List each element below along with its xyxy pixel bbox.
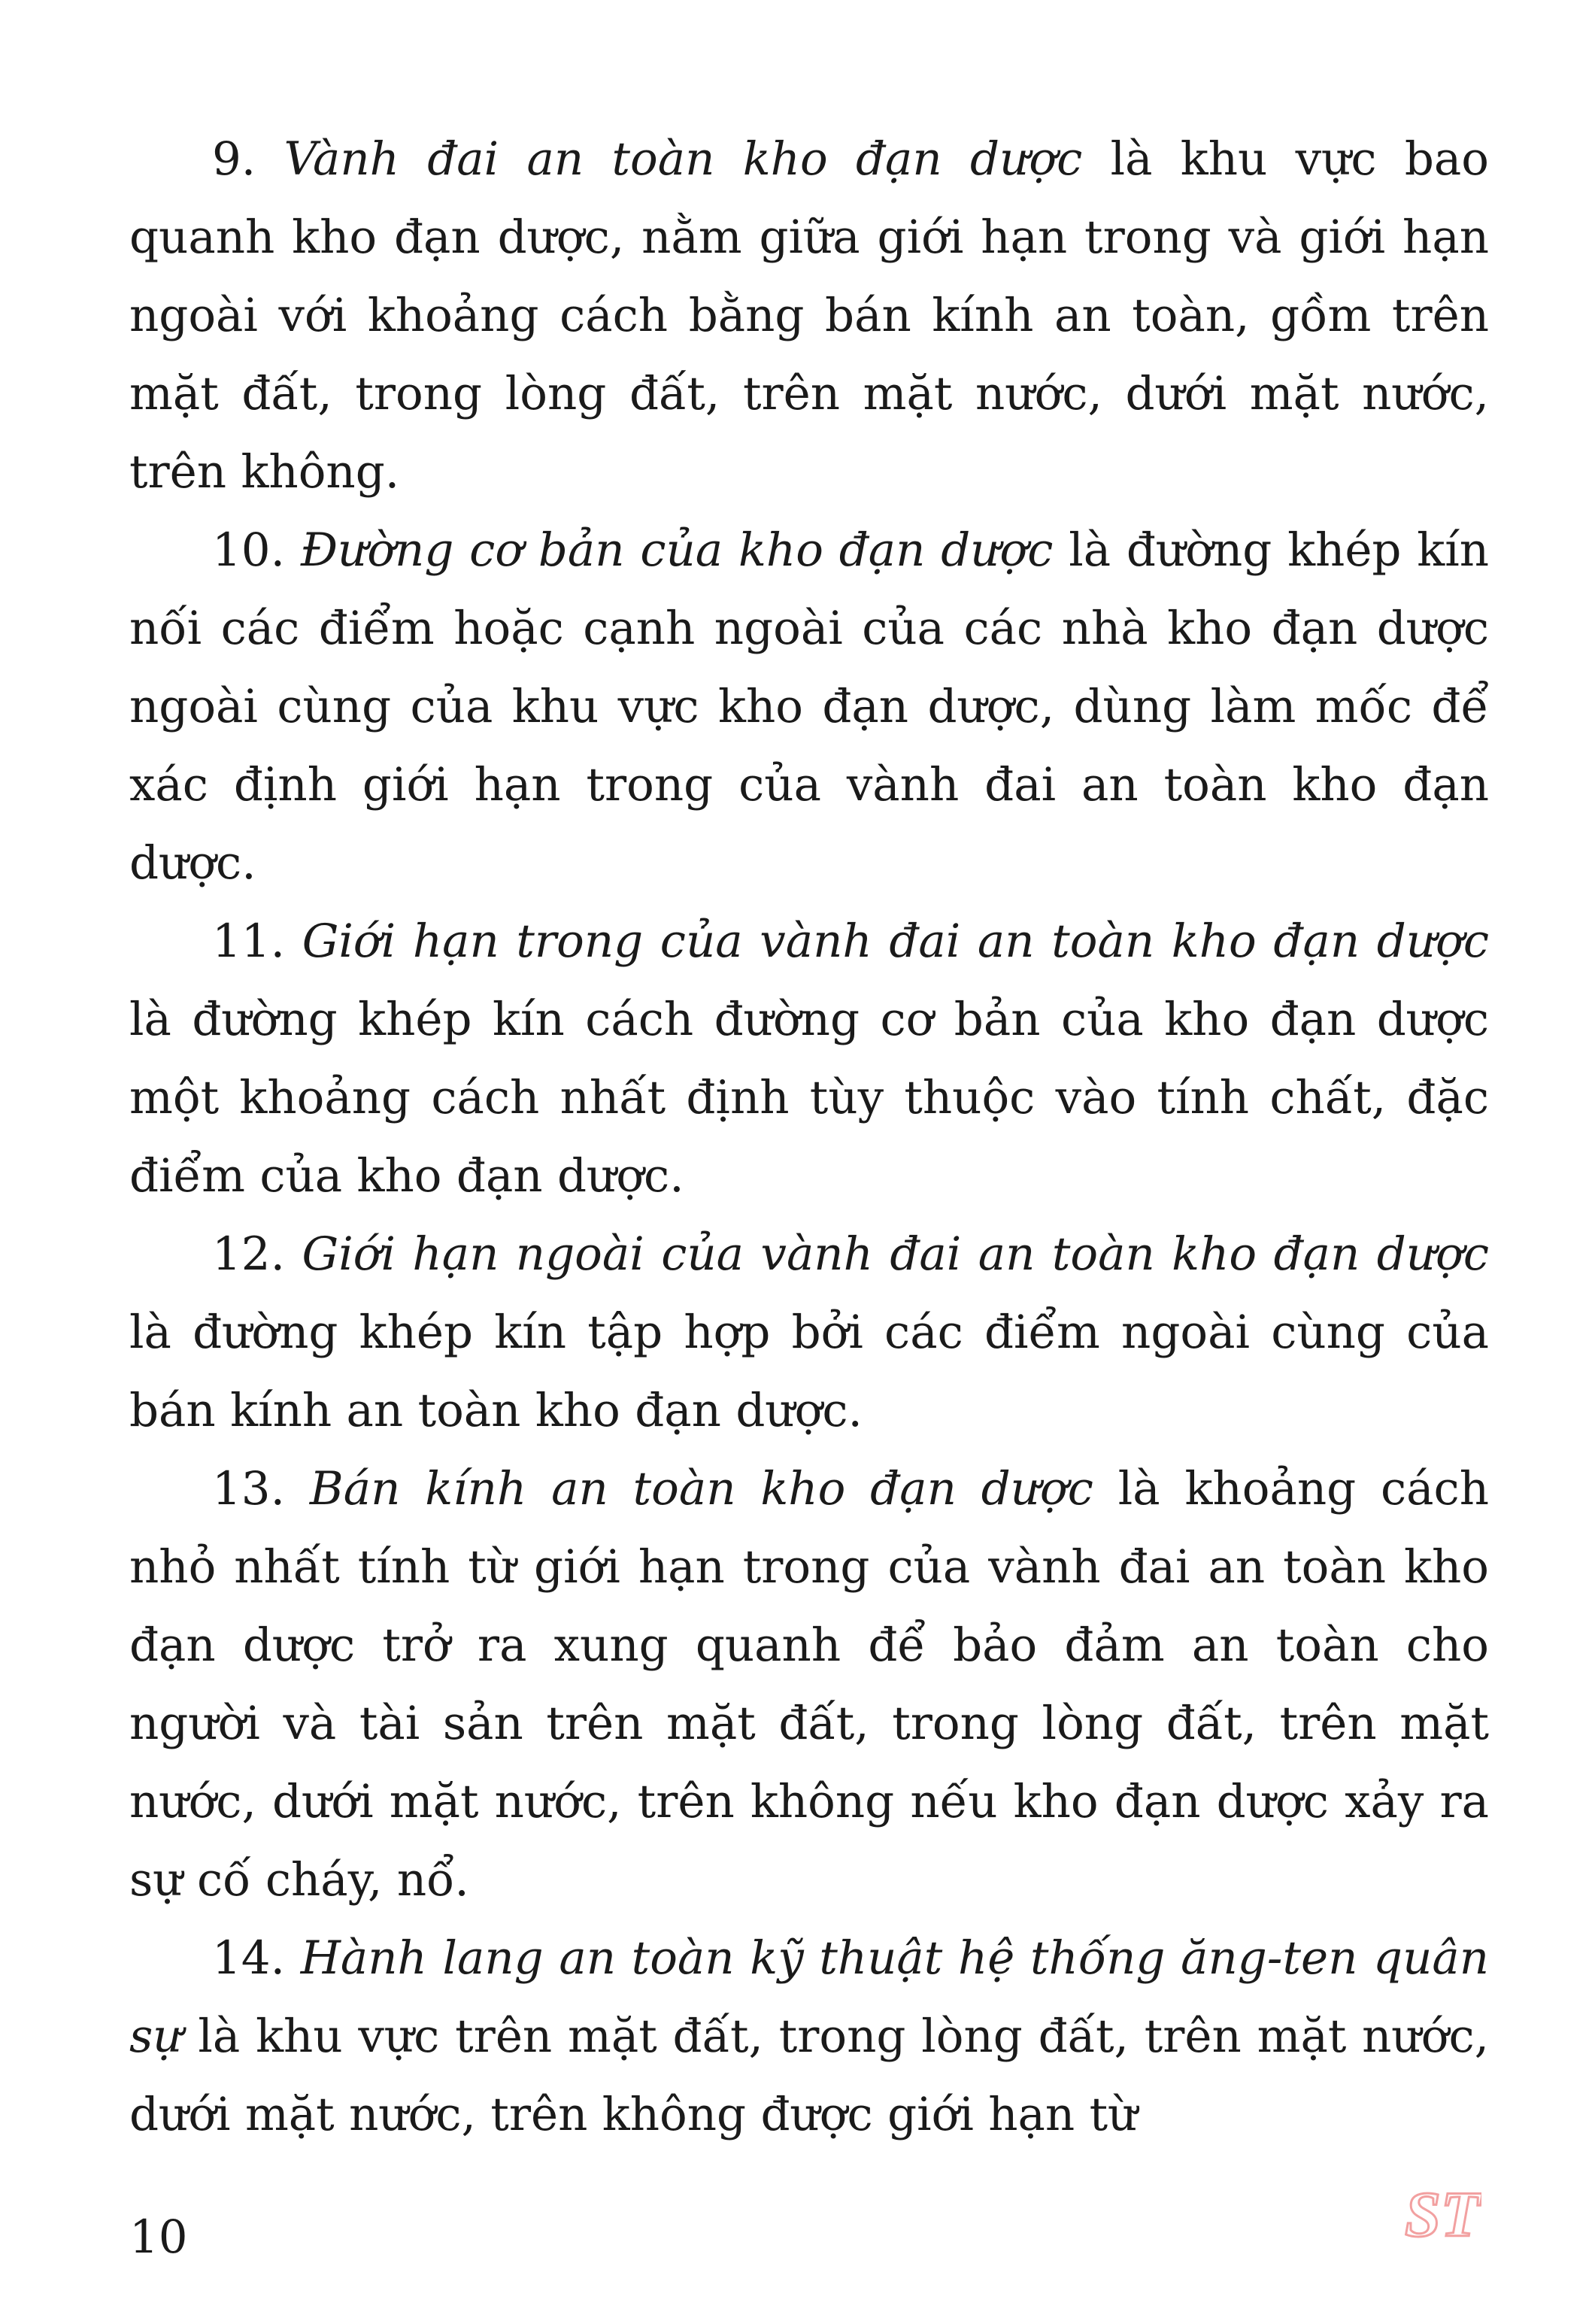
definition-paragraph-14 [129, 1919, 1489, 2154]
definition-paragraph-10 [129, 511, 1489, 903]
paragraph-number: 12. [212, 1227, 286, 1281]
defined-term: Bán kính an toàn kho đạn dược [309, 1462, 1093, 1515]
paragraph-number: 14. [212, 1931, 286, 1985]
paragraph-number: 10. [212, 523, 286, 577]
definition-paragraph-13 [129, 1450, 1489, 1919]
defined-term: Vành đai an toàn kho đạn dược [284, 132, 1083, 186]
paragraph-number: 11. [212, 915, 286, 968]
definition-text: là khu vực bao quanh kho đạn dược, nằm giữa giới hạn trong và giới hạn ngoài với khoảng cách bằng bán kính an toàn, gồm trên mặt đất, trong lòng đất, trên mặt nước, dưới mặt nước, trên không. [129, 132, 1490, 499]
defined-term: Đường cơ bản của kho đạn dược [300, 523, 1054, 577]
definition-paragraph-11 [129, 903, 1489, 1215]
document-body [129, 120, 1489, 2154]
paragraph-number: 9. [212, 132, 256, 186]
definition-paragraph-12 [129, 1215, 1489, 1450]
definition-text: là khu vực trên mặt đất, trong lòng đất, trên mặt nước, dưới mặt nước, trên không được giới hạn từ [129, 2010, 1489, 2141]
definition-text: là đường khép kín cách đường cơ bản của kho đạn dược một khoảng cách nhất định tùy thuộc vào tính chất, đặc điểm của kho đạn dược. [129, 993, 1489, 1203]
definition-text: là đường khép kín nối các điểm hoặc cạnh ngoài của các nhà kho đạn dược ngoài cùng của khu vực kho đạn dược, dùng làm mốc để xác định giới hạn trong của vành đai an toàn kho đạn dược. [129, 523, 1490, 890]
definition-text: là đường khép kín tập hợp bởi các điểm ngoài cùng của bán kính an toàn kho đạn dược. [129, 1306, 1489, 1437]
svg-text:ST: ST [1405, 2178, 1481, 2250]
defined-term: Giới hạn trong của vành đai an toàn kho đạn dược [302, 915, 1489, 968]
defined-term: Hành lang an toàn kỹ thuật hệ thống ăng-ten quân sự [129, 1931, 1490, 2063]
defined-term: Giới hạn ngoài của vành đai an toàn kho đạn dược [302, 1227, 1489, 1281]
definition-paragraph-9 [129, 120, 1489, 511]
paragraph-number: 13. [212, 1462, 286, 1515]
definition-text: là khoảng cách nhỏ nhất tính từ giới hạn trong của vành đai an toàn kho đạn dược trở ra xung quanh để bảo đảm an toàn cho người và tài sản trên mặt đất, trong lòng đất, trên mặt nước, dưới mặt nước, trên không nếu kho đạn dược xảy ra sự cố cháy, nổ. [129, 1462, 1489, 1907]
st-publisher-logo-icon [1399, 2170, 1481, 2253]
page-number: 10 [129, 2210, 188, 2264]
